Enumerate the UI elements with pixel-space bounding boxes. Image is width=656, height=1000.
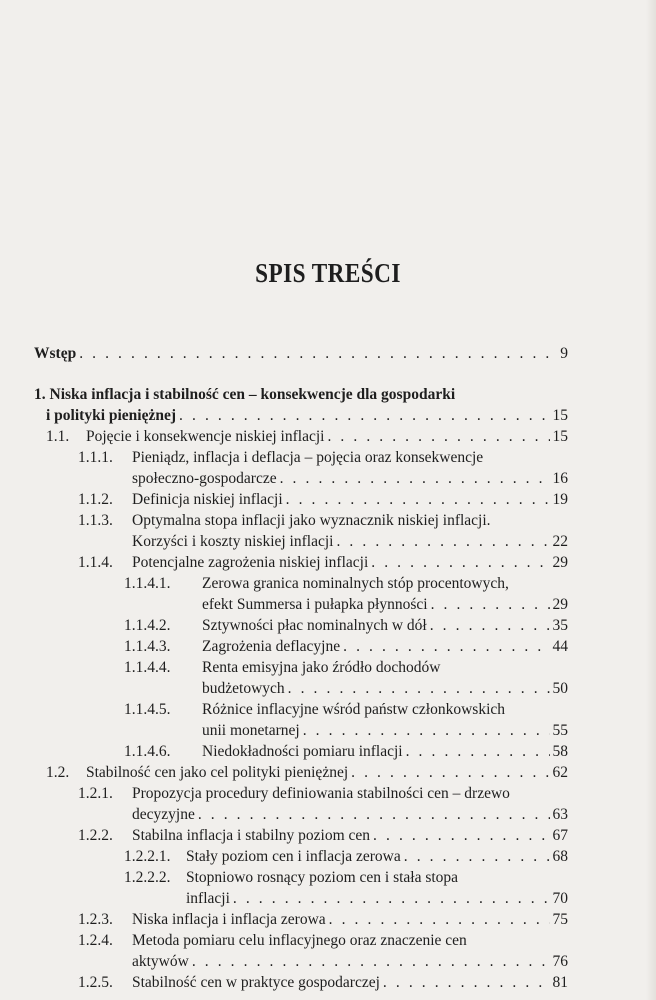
toc-number: 1.1.4.6. xyxy=(124,743,171,760)
leader-dots xyxy=(280,468,550,490)
toc-entry-line1[interactable] xyxy=(78,783,568,805)
leader-dots xyxy=(286,489,550,511)
toc-entry[interactable] xyxy=(78,825,568,847)
toc-page-number: 55 xyxy=(552,722,568,739)
leader-dots xyxy=(303,720,550,742)
toc-page-number: 75 xyxy=(552,911,568,928)
leader-dots xyxy=(336,531,549,553)
toc-number: 1.1.4.3. xyxy=(124,638,171,655)
toc-entry[interactable] xyxy=(132,951,568,973)
toc-page-number: 62 xyxy=(552,764,568,781)
toc-number: 1.2.2. xyxy=(78,827,113,844)
toc-entry[interactable] xyxy=(186,888,568,910)
leader-dots xyxy=(383,972,550,994)
toc-number: 1.2.3. xyxy=(78,911,113,928)
toc-number: 1.1.4. xyxy=(78,554,113,571)
page-title: SPIS TREŚCI xyxy=(255,258,401,288)
toc-entry-title-cont: budżetowych xyxy=(202,680,285,697)
toc-entry-title: Sztywności płac nominalnych w dół xyxy=(202,617,427,634)
toc-entry[interactable] xyxy=(202,678,568,700)
toc-entry-title: Stabilność cen w praktyce gospodarczej xyxy=(132,974,380,991)
leader-dots xyxy=(343,636,549,658)
toc-page-number: 16 xyxy=(552,470,568,487)
toc-entry[interactable] xyxy=(46,762,568,784)
toc-entry[interactable] xyxy=(124,636,568,658)
toc-entry-title: Niedokładności pomiaru inflacji xyxy=(202,743,403,760)
toc-page-number: 70 xyxy=(552,890,568,907)
toc-entry-title: Propozycja procedury definiowania stabilności cen – drzewo xyxy=(132,785,510,802)
toc-number: 1.2.2.2. xyxy=(124,869,171,886)
toc-entry-line1[interactable] xyxy=(78,930,568,952)
toc-number: 1.2.1. xyxy=(78,785,113,802)
leader-dots xyxy=(351,762,549,784)
leader-dots xyxy=(373,825,549,847)
toc-entry[interactable] xyxy=(132,531,568,553)
toc-page-number: 44 xyxy=(552,638,568,655)
toc-entry-title: Zerowa granica nominalnych stóp procentowych, xyxy=(202,575,509,592)
toc-entry-title: Wstęp xyxy=(34,345,77,362)
toc-number: 1.2.2.1. xyxy=(124,848,171,865)
leader-dots xyxy=(288,678,550,700)
toc-entry[interactable] xyxy=(132,804,568,826)
toc-entry-title: Optymalna stopa inflacji jako wyznacznik niskiej inflacji. xyxy=(132,512,491,529)
toc-entry[interactable] xyxy=(78,909,568,931)
toc-page-number: 50 xyxy=(552,680,568,697)
toc-entry-title: Stopniowo rosnący poziom cen i stała stopa xyxy=(186,869,459,886)
leader-dots xyxy=(329,909,550,931)
toc-page-number: 68 xyxy=(552,848,568,865)
toc-entry[interactable] xyxy=(124,741,568,763)
toc-entry[interactable] xyxy=(34,343,568,365)
toc-entry-title: Stabilna inflacja i stabilny poziom cen xyxy=(132,827,371,844)
toc-entry-title-cont: społeczno-gospodarcze xyxy=(132,470,277,487)
toc-entry-title: Niska inflacja i inflacja zerowa xyxy=(132,911,326,928)
toc-number: 1.1.1. xyxy=(78,449,113,466)
toc-page-number: 22 xyxy=(552,533,568,550)
toc-number: 1.1.3. xyxy=(78,512,113,529)
toc-entry-title: Pieniądz, inflacja i deflacja – pojęcia oraz konsekwencje xyxy=(132,449,484,466)
toc-number: 1.2. xyxy=(46,764,70,781)
toc-entry-title: Definicja niskiej inflacji xyxy=(132,491,283,508)
toc-entry-line1[interactable] xyxy=(124,867,568,889)
toc-entry-title: Zagrożenia deflacyjne xyxy=(202,638,341,655)
toc-page-number: 29 xyxy=(552,554,568,571)
toc-entry-title: Renta emisyjna jako źródło dochodów xyxy=(202,659,441,676)
toc-page-number: 67 xyxy=(552,827,568,844)
toc-entry-title-cont: Korzyści i koszty niskiej inflacji xyxy=(132,533,334,550)
toc-number: 1.1.4.5. xyxy=(124,701,171,718)
toc-entry-line1[interactable] xyxy=(124,699,568,721)
toc-entry-title-cont: decyzyjne xyxy=(132,806,195,823)
leader-dots xyxy=(233,888,550,910)
toc-number: 1.2.4. xyxy=(78,932,113,949)
toc-entry-title: Stały poziom cen i inflacja zerowa xyxy=(186,848,401,865)
leader-dots xyxy=(198,804,550,826)
toc-entry-line1[interactable] xyxy=(124,657,568,679)
toc-page-number: 63 xyxy=(552,806,568,823)
toc-number: 1.2.5. xyxy=(78,974,113,991)
leader-dots xyxy=(79,343,551,365)
toc-entry-title: Pojęcie i konsekwencje niskiej inflacji xyxy=(86,428,325,445)
toc-entry-line1[interactable] xyxy=(78,510,568,532)
toc-page-number: 15 xyxy=(552,407,568,424)
toc-page-number: 81 xyxy=(552,974,568,991)
leader-dots xyxy=(430,615,550,637)
toc-entry[interactable] xyxy=(202,720,568,742)
leader-dots xyxy=(327,426,549,448)
toc-entry-title: Niska inflacja i stabilność cen – konsekwencje dla gospodarki xyxy=(49,386,456,403)
toc-entry[interactable] xyxy=(124,846,568,868)
toc-entry-title: Stabilność cen jako cel polityki pieniężnej xyxy=(86,764,349,781)
toc-number: 1.1.4.4. xyxy=(124,659,171,676)
toc-entry-title-cont: inflacji xyxy=(186,890,230,907)
toc-number: 1.1. xyxy=(46,428,70,445)
toc-number: 1. xyxy=(34,386,46,403)
toc-entry-title: Potencjalne zagrożenia niskiej inflacji xyxy=(132,554,369,571)
toc-page-number: 15 xyxy=(552,428,568,445)
toc-entry[interactable] xyxy=(46,426,568,448)
toc-entry[interactable] xyxy=(78,972,568,994)
toc-number: 1.1.2. xyxy=(78,491,113,508)
toc-entry[interactable] xyxy=(124,615,568,637)
toc-entry-title: Różnice inflacyjne wśród państw członkowskich xyxy=(202,701,506,718)
toc-page-number: 35 xyxy=(552,617,568,634)
toc-entry-title-cont: i polityki pieniężnej xyxy=(46,407,177,424)
toc-entry[interactable] xyxy=(46,405,568,427)
toc-page-number: 58 xyxy=(552,743,568,760)
toc-page-number: 19 xyxy=(552,491,568,508)
toc-number: 1.1.4.2. xyxy=(124,617,171,634)
toc-entry-title-cont: unii monetarnej xyxy=(202,722,300,739)
toc-page-number: 76 xyxy=(552,953,568,970)
toc-page-number: 29 xyxy=(552,596,568,613)
toc-page-number: 9 xyxy=(560,345,568,362)
toc-number: 1.1.4.1. xyxy=(124,575,171,592)
leader-dots xyxy=(406,741,550,763)
toc-entry-line1[interactable] xyxy=(78,447,568,469)
leader-dots xyxy=(431,594,550,616)
leader-dots xyxy=(371,552,549,574)
leader-dots xyxy=(404,846,550,868)
leader-dots xyxy=(192,951,550,973)
toc-entry[interactable] xyxy=(132,468,568,490)
toc-entry-title-cont: efekt Summersa i pułapka płynności xyxy=(202,596,428,613)
toc-entry[interactable] xyxy=(202,594,568,616)
toc-entry[interactable] xyxy=(78,489,568,511)
leader-dots xyxy=(179,405,549,427)
toc-entry-line1[interactable] xyxy=(34,384,568,406)
toc-entry-title-cont: aktywów xyxy=(132,953,189,970)
toc-entry-line1[interactable] xyxy=(124,573,568,595)
toc-entry[interactable] xyxy=(78,552,568,574)
toc-entry-title: Metoda pomiaru celu inflacyjnego oraz znaczenie cen xyxy=(132,932,467,949)
